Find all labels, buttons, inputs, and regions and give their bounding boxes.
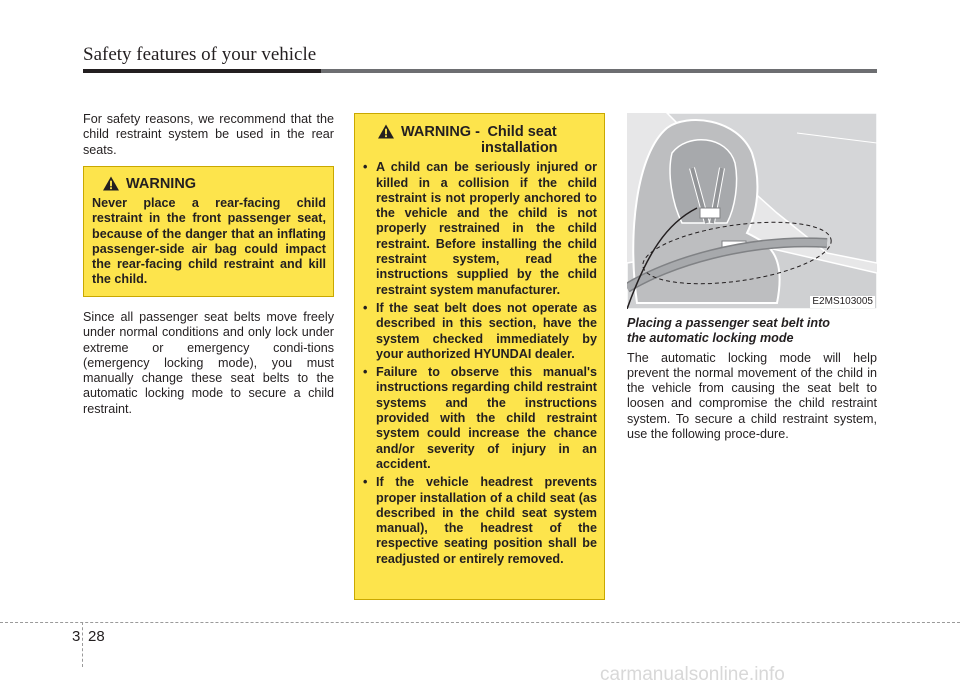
warning-triangle-icon — [377, 124, 395, 139]
left-column — [83, 112, 334, 158]
footer-divider — [82, 622, 83, 667]
warning-title-block — [401, 124, 558, 156]
warning-list-item: • Failure to observe this manual's instructions regarding child restraint systems and the instructions provided with the child restraint system could increase the chance and/or severity of injury in an accident. — [361, 365, 597, 472]
page-number: 28 — [88, 628, 105, 645]
child-seat-drawing — [627, 113, 877, 309]
warning-box-rear-facing — [83, 166, 334, 297]
right-column — [627, 316, 877, 442]
body-paragraph: Since all passenger seat belts move freely under normal conditions and only lock under extreme or emergency condi-tions (emergency locking mode), you must manually change these seat belts to the automatic locking mode to secure a child restraint. — [83, 310, 334, 416]
warning-header — [361, 124, 597, 156]
warning-text: Never place a rear-facing child restraint in the front passenger seat, because of the danger that an inflating passenger-side air bag could impact the rear-facing child restraint and kill the child. — [92, 196, 326, 287]
warning-header — [92, 176, 326, 192]
subheading — [627, 316, 877, 347]
warning-list-item: • If the vehicle headrest prevents proper installation of a child seat (as described in the child seat system manual), the headrest of the respective seating position shall be readjusted or entirely removed. — [361, 475, 597, 567]
header-rule — [83, 69, 877, 73]
warning-list-item: • A child can be seriously injured or killed in a collision if the child restraint is not properly anchored to the vehicle and the child is not properly restrained in the child restraint. Before installing the child restraint system, read the instructions supplied by the child restraint system manufacturer. — [361, 160, 597, 298]
footer-rule — [0, 622, 960, 623]
right-body-paragraph: The automatic locking mode will help prevent the normal movement of the child in the vehicle from causing the seat belt to loosen and compromise the child restraint system. To secure a child restraint system, use the following proce-dure. — [627, 350, 877, 442]
page-header-title: Safety features of your vehicle — [83, 44, 317, 65]
warning-triangle-icon — [102, 176, 120, 191]
warning-box-child-seat-installation — [354, 113, 605, 600]
warning-subtitle-line1: Child seat — [487, 124, 557, 140]
warning-title: WARNING - — [401, 124, 480, 140]
warning-subtitle-line2: installation — [481, 140, 558, 157]
warning-title: WARNING — [126, 176, 197, 192]
figure-code: E2MS103005 — [812, 296, 873, 307]
child-seat-illustration — [627, 113, 877, 309]
warning-list-item: • If the seat belt does not operate as described in this section, have the system checked immediately by your authorized HYUNDAI dealer. — [361, 301, 597, 362]
intro-paragraph: For safety reasons, we recommend that the child restraint system be used in the rear seats. — [83, 112, 334, 157]
left-body — [83, 310, 334, 417]
warning-list — [361, 160, 597, 567]
chapter-number: 3 — [72, 628, 81, 645]
subheading-line1: Placing a passenger seat belt into — [627, 316, 830, 330]
watermark: carmanualsonline.info — [600, 664, 785, 685]
subheading-line2: the automatic locking mode — [627, 331, 794, 346]
